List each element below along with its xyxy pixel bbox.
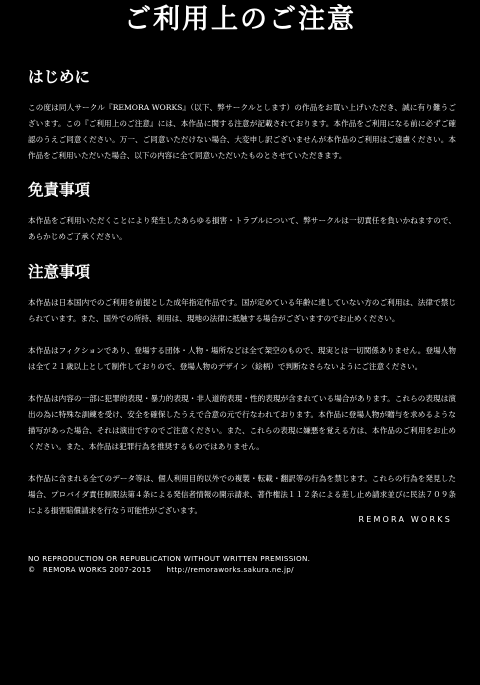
reproduction-notice: NO REPRODUCTION OR REPUBLICATION WITHOUT WRITTEN PREMISSION. (28, 554, 311, 563)
section-paragraph: 本作品はフィクションであり、登場する団体・人物・場所などは全て架空のもので、現実とは一切関係ありません。登場人物は全て２１歳以上として制作しておりので、登場人物のデザイン（絵柄）で判断なさらないようにご注意ください。 (28, 346, 456, 371)
section-heading: 免責事項 (28, 180, 91, 199)
section-paragraph: 本作品に含まれる全てのデータ等は、個人利用目的以外での複製・転載・翻訳等の行為を禁じます。これらの行為を発見した場合、プロバイダ責任制限法第４条による発信者情報の開示請求、著作権法１１２条による差し止め請求並びに民法７０９条による損害賠償請求を行なう可能性がございます。 (28, 474, 456, 515)
copyright-footer (28, 553, 310, 575)
page-title: ご利用上のご注意 (124, 4, 356, 35)
section-precautions (28, 262, 456, 535)
section-disclaimer (28, 180, 456, 261)
section-heading: はじめに (28, 67, 91, 86)
section-paragraph: 本作品は日本国内でのご利用を前提とした成年指定作品です。国が定めている年齢に達していない方のご利用は、法律で禁じられています。また、国外での所持、利用は、現地の法律に抵触する場合がございますのでお止めください。 (28, 298, 456, 323)
section-paragraph: この度は同人サークル『REMORA WORKS』（以下、弊サークルとします）の作品をお買い上げいただき、誠に有り難うございます。この『ご利用上のご注意』には、本作品に関する注意が記載されております。本作品をご利用になる前に必ずご確認のうえご同意ください。万一、ご同意いただけない場合、大変申し訳ございませんが本作品のご利用はご遠慮ください。本作品をご利用いただいた場合、以下の内容に全て同意いただいたものとさせていただきます。 (28, 103, 456, 160)
circle-signature: REMORA WORKS (358, 515, 452, 524)
section-paragraph: 本作品をご利用いただくことにより発生したあらゆる損害・トラブルについて、弊サークルは一切責任を負いかねますので、あらかじめご了承ください。 (28, 216, 456, 241)
section-paragraph: 本作品は内容の一部に犯罪的表現・暴力的表現・非人道的表現・性的表現が含まれている場合があります。これらの表現は演出の為に特殊な訓練を受け、安全を確保したうえで合意の元で行なわれております。本作品に登場人物が贈与を求めるような描写があった場合、それは演出ですのでご注意ください。また、これらの表現に嫌悪を覚える方は、本作品のご利用をお止めください。また、本作品は犯罪行為を推奨するものではありません。 (28, 394, 456, 451)
copyright-line: © REMORA WORKS 2007-2015 http://remoraworks.sakura.ne.jp/ (28, 565, 294, 574)
section-introduction (28, 67, 456, 180)
section-heading: 注意事項 (28, 262, 91, 281)
